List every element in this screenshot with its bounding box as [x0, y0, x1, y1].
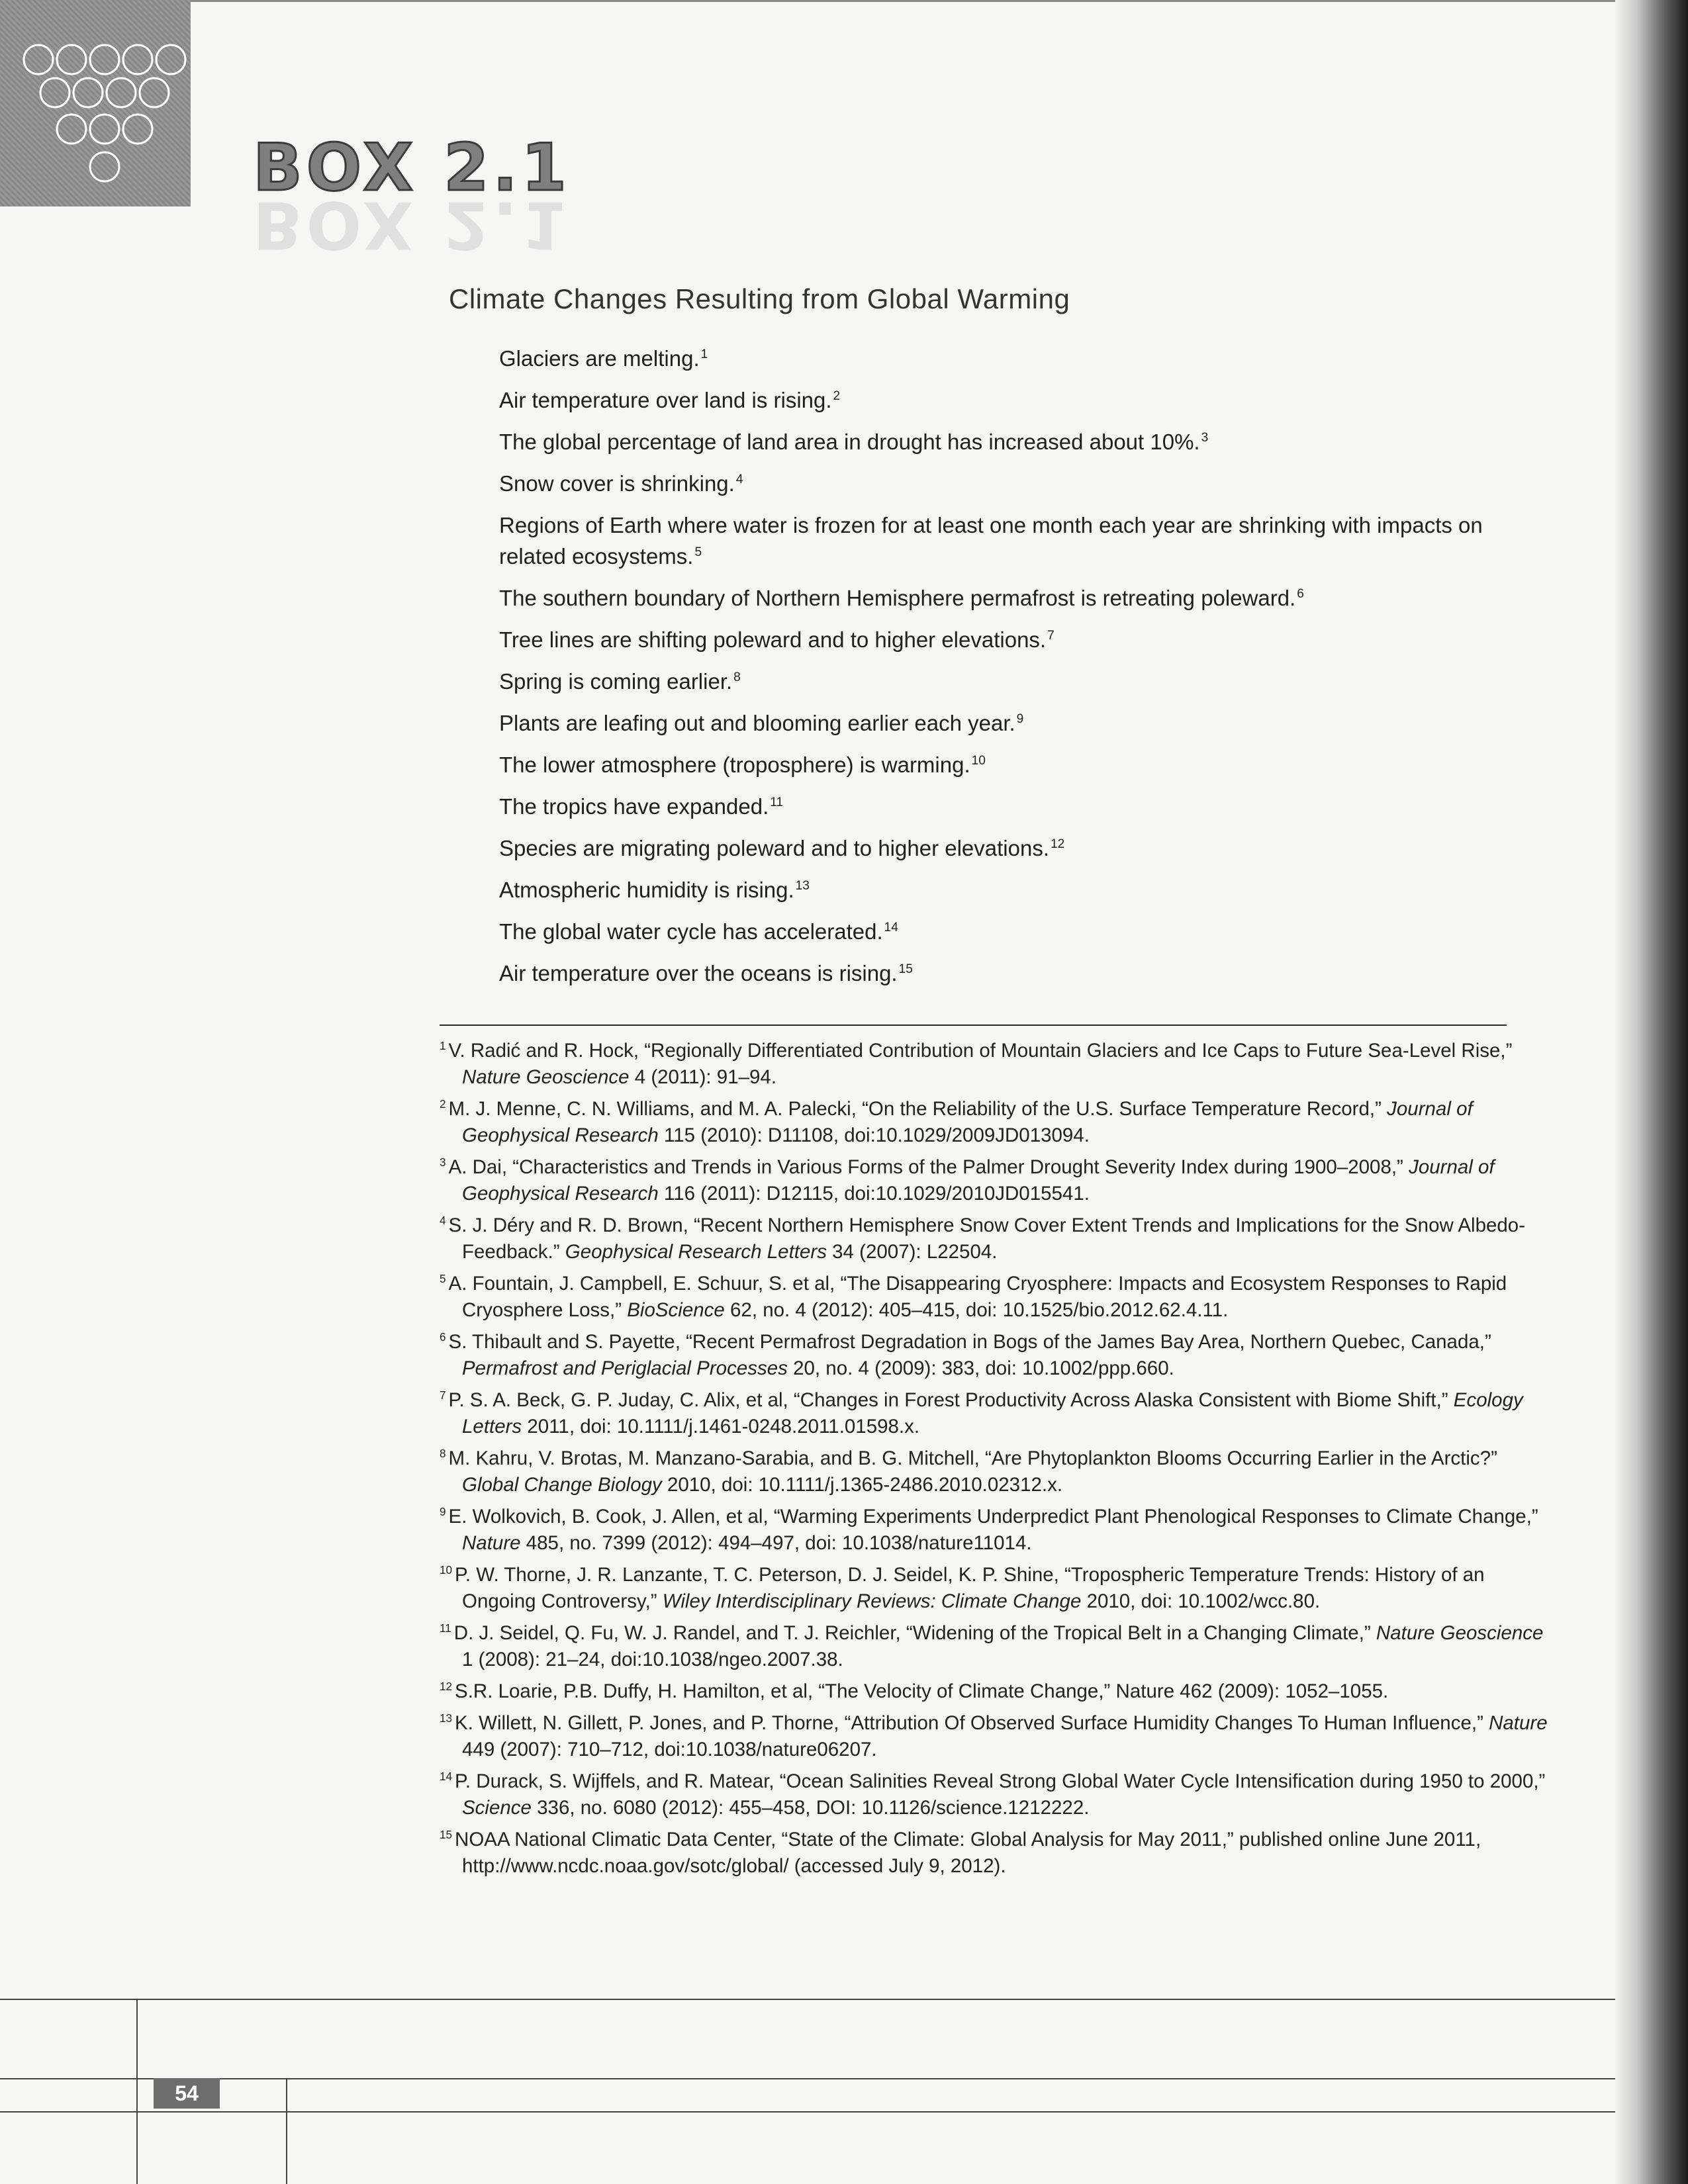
reference-number: 9	[440, 1506, 446, 1519]
reference-journal: Nature	[462, 1532, 521, 1554]
reference-text: D. J. Seidel, Q. Fu, W. J. Randel, and T. J. Reichler, “Widening of the Tropical Belt in a Changing Climate,”	[453, 1622, 1376, 1644]
footnote-marker: 5	[694, 545, 702, 559]
fact-item	[499, 582, 1505, 614]
fact-item	[499, 385, 1505, 416]
reference-text: S.R. Loarie, P.B. Duffy, H. Hamilton, et al, “The Velocity of Climate Change,” Nature 462 (2009): 1052–1055.	[455, 1680, 1389, 1702]
box-title: BOX 2.1	[253, 130, 571, 206]
reference-number: 10	[440, 1564, 453, 1577]
circles-ornament-icon	[0, 0, 191, 206]
reference-number: 14	[440, 1770, 453, 1784]
footnote-marker: 1	[700, 347, 708, 361]
footnote-marker: 6	[1297, 587, 1304, 601]
reference-journal: Ecology Letters	[462, 1389, 1523, 1437]
reference-journal: Wiley Interdisciplinary Reviews: Climate Change	[662, 1590, 1082, 1612]
footnote-marker: 12	[1051, 837, 1065, 851]
reference-journal: Journal of Geophysical Research	[462, 1156, 1495, 1205]
reference-number: 5	[440, 1273, 446, 1286]
section-title: Climate Changes Resulting from Global Warming	[449, 283, 1070, 314]
fact-item	[499, 707, 1505, 739]
reference-details: 336, no. 6080 (2012): 455–458, DOI: 10.1126/science.1212222.	[531, 1797, 1090, 1819]
reference-item	[440, 1445, 1552, 1498]
fact-item	[499, 833, 1505, 864]
reference-journal: Science	[462, 1797, 532, 1819]
reference-item	[440, 1710, 1552, 1763]
reference-details: 2010, doi: 10.1111/j.1365-2486.2010.02312.x.	[661, 1474, 1063, 1496]
fact-item	[499, 958, 1505, 989]
reference-journal: Nature Geoscience	[1376, 1622, 1544, 1644]
reference-item	[440, 1620, 1552, 1673]
reference-item	[440, 1154, 1552, 1207]
reference-journal: Nature	[1489, 1712, 1548, 1734]
references-list	[440, 1038, 1552, 1885]
book-spine-shadow	[1615, 0, 1688, 2184]
reference-number: 12	[440, 1680, 453, 1694]
fact-text: The southern boundary of Northern Hemisphere permafrost is retreating poleward.	[499, 586, 1296, 610]
fact-item	[499, 791, 1505, 822]
fact-item	[499, 343, 1505, 374]
footnote-marker: 7	[1047, 629, 1055, 643]
fact-text: Atmospheric humidity is rising.	[499, 878, 794, 902]
reference-text: A. Fountain, J. Campbell, E. Schuur, S. et al, “The Disappearing Cryosphere: Impacts and Ecosystem Responses to Rapid Cryosphere Loss,”	[448, 1273, 1507, 1321]
reference-number: 3	[440, 1156, 446, 1169]
fact-item	[499, 666, 1505, 697]
reference-details: 4 (2011): 91–94.	[629, 1066, 777, 1088]
reference-journal: Nature Geoscience	[462, 1066, 630, 1088]
footnote-marker: 14	[884, 921, 898, 934]
reference-text: NOAA National Climatic Data Center, “State of the Climate: Global Analysis for May 2011,” published online June 2011, http://www.ncdc.noaa.gov/sotc/global/ (accessed July 9, 2012).	[455, 1829, 1481, 1877]
reference-number: 13	[440, 1712, 453, 1725]
fact-text: Regions of Earth where water is frozen for at least one month each year are shrinking with impacts on related ecosystems.	[499, 513, 1483, 569]
top-border	[0, 0, 1642, 2]
fact-item	[499, 749, 1505, 780]
footnote-marker: 4	[735, 473, 743, 486]
reference-number: 11	[440, 1622, 451, 1635]
reference-number: 8	[440, 1447, 446, 1461]
reference-text: P. Durack, S. Wijffels, and R. Matear, “Ocean Salinities Reveal Strong Global Water Cycle Intensification during 1950 to 2000,”	[455, 1770, 1546, 1792]
box-title-reflection: BOX 2.1	[253, 187, 571, 262]
footnote-marker: 2	[833, 389, 841, 403]
fact-item	[499, 916, 1505, 947]
reference-details: 1 (2008): 21–24, doi:10.1038/ngeo.2007.38.	[462, 1649, 843, 1670]
footnote-marker: 13	[795, 879, 810, 893]
reference-text: P. W. Thorne, J. R. Lanzante, T. C. Peterson, D. J. Seidel, K. P. Shine, “Tropospheric Temperature Trends: History of an Ongoing Controversy,”	[455, 1564, 1485, 1612]
reference-text: A. Dai, “Characteristics and Trends in Various Forms of the Palmer Drought Severity Index during 1900–2008,”	[448, 1156, 1409, 1178]
fact-text: The global percentage of land area in drought has increased about 10%.	[499, 430, 1200, 454]
fact-item	[499, 426, 1505, 457]
reference-text: M. J. Menne, C. N. Williams, and M. A. Palecki, “On the Reliability of the U.S. Surface Temperature Record,”	[448, 1098, 1387, 1120]
reference-item	[440, 1038, 1552, 1091]
fact-text: Spring is coming earlier.	[499, 669, 733, 694]
reference-details: 449 (2007): 710–712, doi:10.1038/nature06207.	[462, 1739, 877, 1760]
reference-details: 116 (2011): D12115, doi:10.1029/2010JD015541.	[658, 1183, 1090, 1205]
reference-item	[440, 1212, 1552, 1265]
fact-text: The global water cycle has accelerated.	[499, 919, 883, 944]
reference-journal: Permafrost and Periglacial Processes	[462, 1357, 788, 1379]
reference-item	[440, 1271, 1552, 1324]
reference-text: P. S. A. Beck, G. P. Juday, C. Alix, et al, “Changes in Forest Productivity Across Alaska Consistent with Biome Shift,”	[448, 1389, 1454, 1411]
fact-text: The tropics have expanded.	[499, 794, 769, 819]
reference-number: 7	[440, 1389, 446, 1402]
reference-number: 1	[440, 1040, 446, 1053]
reference-item	[440, 1562, 1552, 1615]
reference-text: M. Kahru, V. Brotas, M. Manzano-Sarabia, and B. G. Mitchell, “Are Phytoplankton Blooms Occurring Earlier in the Arctic?”	[448, 1447, 1497, 1469]
fact-text: Air temperature over the oceans is rising.	[499, 961, 898, 985]
reference-journal: Global Change Biology	[462, 1474, 662, 1496]
reference-item	[440, 1096, 1552, 1149]
reference-details: 2010, doi: 10.1002/wcc.80.	[1081, 1590, 1321, 1612]
reference-text: S. J. Déry and R. D. Brown, “Recent Northern Hemisphere Snow Cover Extent Trends and Implications for the Snow Albedo-Feedback.”	[448, 1214, 1526, 1263]
fact-item	[499, 874, 1505, 905]
fact-text: Air temperature over land is rising.	[499, 388, 832, 412]
reference-item	[440, 1768, 1552, 1821]
reference-item	[440, 1827, 1552, 1880]
reference-item	[440, 1678, 1552, 1705]
reference-number: 6	[440, 1331, 446, 1344]
page-number: 54	[154, 2078, 220, 2109]
reference-item	[440, 1329, 1552, 1382]
reference-item	[440, 1504, 1552, 1557]
footnote-marker: 11	[770, 796, 784, 809]
fact-text: Tree lines are shifting poleward and to higher elevations.	[499, 627, 1047, 652]
reference-number: 2	[440, 1098, 446, 1111]
fact-text: Glaciers are melting.	[499, 346, 700, 371]
footnote-marker: 15	[898, 962, 913, 976]
reference-details: 485, no. 7399 (2012): 494–497, doi: 10.1038/nature11014.	[520, 1532, 1032, 1554]
box-badge	[0, 0, 191, 206]
reference-details: 62, no. 4 (2012): 405–415, doi: 10.1525/bio.2012.62.4.11.	[724, 1299, 1229, 1321]
reference-details: 34 (2007): L22504.	[826, 1241, 998, 1263]
reference-text: V. Radić and R. Hock, “Regionally Differentiated Contribution of Mountain Glaciers and Ice Caps to Future Sea-Level Rise,”	[448, 1040, 1513, 1062]
reference-number: 15	[440, 1829, 453, 1842]
fact-item	[499, 510, 1505, 572]
fact-text: Snow cover is shrinking.	[499, 471, 735, 496]
footnote-divider	[440, 1024, 1507, 1026]
reference-number: 4	[440, 1214, 446, 1228]
reference-text: S. Thibault and S. Payette, “Recent Permafrost Degradation in Bogs of the James Bay Area, Northern Quebec, Canada,”	[448, 1331, 1491, 1353]
fact-text: Species are migrating poleward and to higher elevations.	[499, 836, 1049, 860]
footnote-marker: 10	[971, 754, 986, 768]
footnote-marker: 8	[733, 670, 741, 684]
reference-text: E. Wolkovich, B. Cook, J. Allen, et al, “Warming Experiments Underpredict Plant Phenological Responses to Climate Change,”	[448, 1506, 1538, 1527]
footnote-marker: 3	[1201, 431, 1209, 445]
reference-details: 115 (2010): D11108, doi:10.1029/2009JD013094.	[658, 1124, 1090, 1146]
fact-text: Plants are leafing out and blooming earlier each year.	[499, 711, 1015, 735]
reference-journal: Journal of Geophysical Research	[462, 1098, 1473, 1146]
reference-item	[440, 1387, 1552, 1440]
reference-details: 20, no. 4 (2009): 383, doi: 10.1002/ppp.660.	[787, 1357, 1174, 1379]
reference-journal: BioScience	[627, 1299, 725, 1321]
reference-details: 2011, doi: 10.1111/j.1461-0248.2011.01598.x.	[522, 1416, 920, 1437]
reference-journal: Geophysical Research Letters	[565, 1241, 827, 1263]
facts-list	[499, 343, 1505, 999]
footnote-marker: 9	[1016, 712, 1024, 726]
fact-item	[499, 468, 1505, 499]
fact-item	[499, 624, 1505, 655]
page-footer-frame	[0, 1999, 1615, 2184]
reference-text: K. Willett, N. Gillett, P. Jones, and P. Thorne, “Attribution Of Observed Surface Humidity Changes To Human Influence,”	[455, 1712, 1489, 1734]
fact-text: The lower atmosphere (troposphere) is warming.	[499, 752, 970, 777]
